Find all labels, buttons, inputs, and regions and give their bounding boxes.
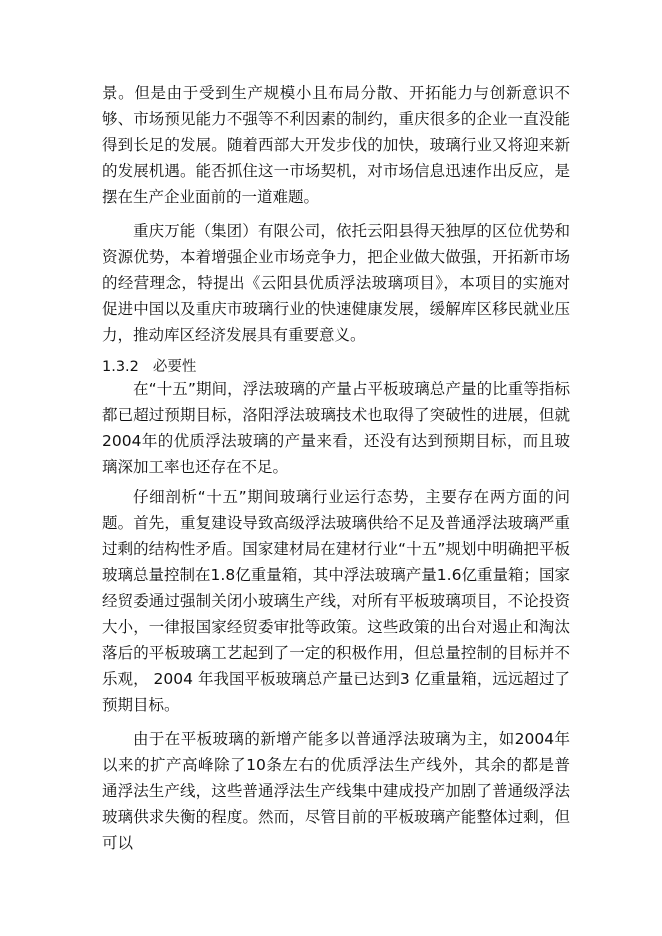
- section-number: 1.3.2: [102, 359, 139, 375]
- paragraph-3: 在“十五”期间，浮法玻璃的产量占平板玻璃总产量的比重等指标都已超过预期目标，洛阳浮法玻璃技术也取得了突破性的进展，但就2004年的优质浮法玻璃的产量来看，还没有达到预期目标，而且玻璃深加工率也还存在不足。: [102, 380, 570, 476]
- paragraph-1: 景。但是由于受到生产规模小且布局分散、开拓能力与创新意识不够、市场预见能力不强等不利因素的制约，重庆很多的企业一直没能得到长足的发展。随着西部大开发步伐的加快，玻璃行业又将迎来新的发展机遇。能否抓住这一市场契机，对市场信息迅速作出反应，是摆在生产企业面前的一道难题。: [102, 84, 570, 206]
- paragraph-4: 仔细剖析“十五”期间玻璃行业运行态势，主要存在两方面的问题。首先，重复建设导致高级浮法玻璃供给不足及普通浮法玻璃严重过剩的结构性矛盾。国家建材局在建材行业“十五”规划中明确把平板玻璃总量控制在1.8亿重量箱，其中浮法玻璃产量1.6亿重量箱；国家经贸委通过强制关闭小玻璃生产线，对所有平板玻璃项目，不论投资大小，一律报国家经贸委审批等政策。这些政策的出台对遏止和淘汰落后的平板玻璃工艺起到了一定的积极作用，但总量控制的目标并不乐观， 2004 年我国平板玻璃总产量已达到3 亿重量箱，远远超过了预期目标。: [102, 488, 570, 714]
- paragraph-2: 重庆万能（集团）有限公司，依托云阳县得天独厚的区位优势和资源优势，本着增强企业市场竞争力，把企业做大做强，开拓新市场的经营理念，特提出《云阳县优质浮法玻璃项目》，本项目的实施对促进中国以及重庆市玻璃行业的快速健康发展，缓解库区移民就业压力，推动库区经济发展具有重要意义。: [102, 222, 570, 344]
- paragraph-5: 由于在平板玻璃的新增产能多以普通浮法玻璃为主，如2004年以来的扩产高峰除了10条左右的优质浮法生产线外，其余的都是普通浮法生产线，这些普通浮法生产线集中建成投产加剧了普通级浮法玻璃供求失衡的程度。然而，尽管目前的平板玻璃产能整体过剩，但可以: [102, 730, 570, 852]
- section-title: 必要性: [152, 359, 197, 375]
